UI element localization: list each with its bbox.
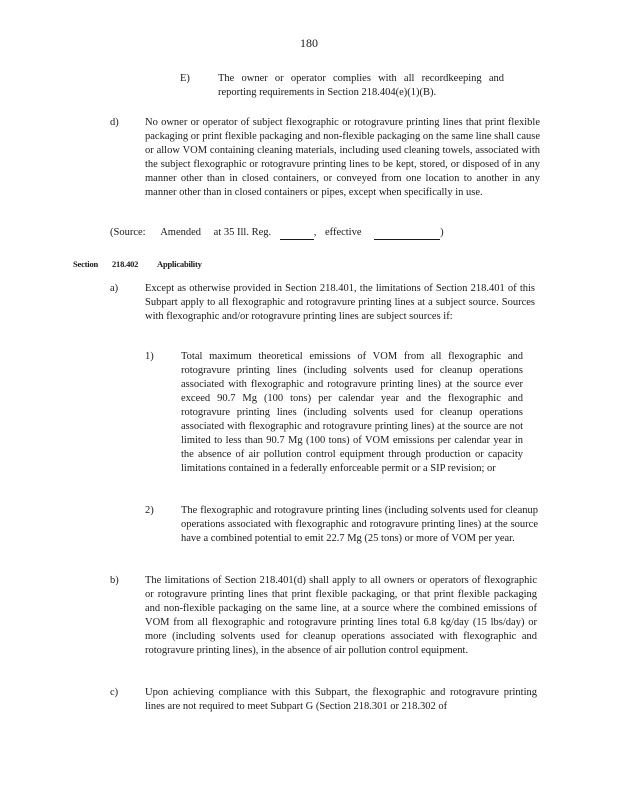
- source-comma: ,: [313, 227, 317, 238]
- item-e-label: E): [180, 73, 190, 84]
- item-a-text: Except as otherwise provided in Section 218.401, the limitations of Section 218.401 of this Subpart apply to all flexographic and rotogravure printing lines at a subject source. Sources with flexographic and/or rotogravure printing lines are subject sources if:: [145, 283, 535, 322]
- effective-date-blank: [374, 228, 440, 240]
- source-effective: effective: [324, 227, 362, 238]
- source-amended: Amended: [160, 227, 202, 238]
- source-suffix: ): [440, 227, 444, 238]
- item-a1-text: Total maximum theoretical emissions of VOM from all flexographic and rotogravure printing lines (including solvents used for cleanup operations associated with flexographic and rotogravure printing lines) at the source ever exceed 90.7 Mg (100 tons) per calendar year and the flexographic and rotogravure printing lines (including solvents used for cleanup operations associated with flexographic and rotogravure printing lines) at the source are not limited to less than 90.7 Mg (100 tons) of VOM emissions per calendar year in the absence of air pollution control equipment through production or capacity limitations contained in a federally enforceable permit or a SIP revision; or: [181, 351, 523, 474]
- section-number: 218.402: [112, 259, 139, 269]
- item-c-label: c): [110, 687, 119, 698]
- section-word: Section: [73, 259, 99, 269]
- item-c-text: Upon achieving compliance with this Subpart, the flexographic and rotogravure printing lines are not required to meet Subpart G (Section 218.301 or 218.302 of: [145, 687, 537, 712]
- item-d-text: No owner or operator of subject flexographic or rotogravure printing lines that print flexible packaging or print flexible packaging and non-flexible packaging on the same line shall cause or allow VOM containing cleaning materials, including used cleaning towels, associated with the subject flexographic or rotogravure printing lines to be kept, stored, or disposed of in any manner other than in closed containers, or conveyed from one location to another in any manner other than in closed containers or pipes, except when specifically in use.: [145, 117, 540, 198]
- reg-number-blank: [280, 228, 314, 240]
- source-reg: at 35 Ill. Reg.: [213, 227, 272, 238]
- item-a2-text: The flexographic and rotogravure printing lines (including solvents used for cleanup operations associated with flexographic and rotogravure printing lines) at the source have a combined potential to emit 22.7 Mg (25 tons) or more of VOM per year.: [181, 505, 538, 544]
- item-e-text: The owner or operator complies with all recordkeeping and reporting requirements in Section 218.404(e)(1)(B).: [218, 73, 504, 98]
- item-b-label: b): [110, 575, 119, 586]
- item-b-text: The limitations of Section 218.401(d) shall apply to all owners or operators of flexographic or rotogravure printing lines that print flexible packaging, or that print flexible packaging and non-flexible packaging on the same line, at a source where the combined emissions of VOM from all flexographic and rotogravure printing lines total 6.8 kg/day (15 lbs/day) or more (including solvents used for cleanup operations associated with flexographic and rotogravure printing lines), in the absence of air pollution control equipment.: [145, 575, 537, 656]
- page-number: 180: [300, 36, 318, 50]
- item-a-label: a): [110, 283, 119, 294]
- source-note: [110, 226, 444, 240]
- item-d-label: d): [110, 117, 119, 128]
- source-prefix: (Source:: [110, 227, 146, 238]
- item-a1-label: 1): [145, 351, 154, 362]
- section-title: Applicability: [157, 259, 202, 269]
- item-a2-label: 2): [145, 505, 154, 516]
